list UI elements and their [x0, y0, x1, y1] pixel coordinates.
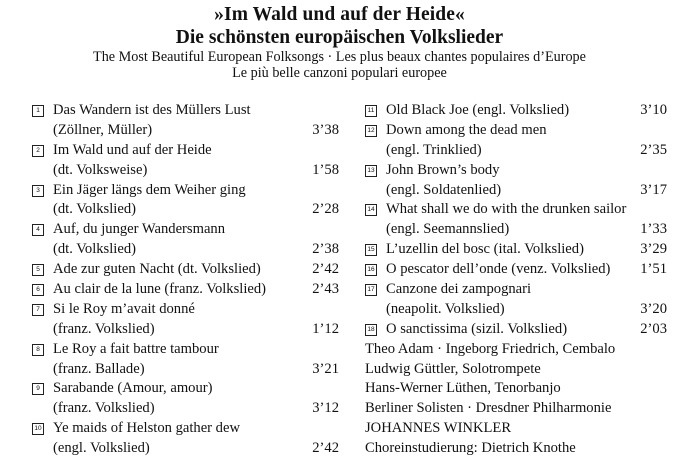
- track-number: 11: [365, 105, 377, 117]
- track-title: Auf, du junger Wandersmann: [53, 221, 226, 238]
- track-row: [365, 200, 667, 220]
- track-number: 4: [32, 224, 44, 236]
- track-title: Ein Jäger längs dem Weiher ging: [53, 181, 246, 198]
- track-duration: 2’38: [312, 241, 339, 258]
- track-origin: (dt. Volkslied): [53, 241, 136, 258]
- translation-line-1: The Most Beautiful European Folksongs · Les plus beaux chantes populaires d’Europe: [93, 49, 586, 65]
- credit-text: Choreinstudierung: Dietrich Knothe: [365, 440, 576, 457]
- track-origin: (franz. Volkslied): [53, 400, 155, 417]
- track-number: 10: [32, 423, 44, 435]
- album-title: »Im Wald und auf der Heide«: [214, 4, 465, 25]
- track-number: 18: [365, 324, 377, 336]
- track-subtitle-row: [32, 439, 339, 459]
- track-duration: 2’03: [640, 320, 667, 337]
- track-origin: (franz. Volkslied): [53, 320, 155, 337]
- track-number: 1: [32, 105, 44, 117]
- track-number: 13: [365, 165, 377, 177]
- track-origin: (engl. Trinklied): [386, 141, 482, 158]
- track-row: [32, 181, 339, 201]
- track-number: 3: [32, 185, 44, 197]
- credit-text: Ludwig Güttler, Solotrompete: [365, 360, 541, 377]
- track-title: Canzone dei zampognari: [386, 281, 532, 298]
- track-duration: 1’51: [640, 261, 667, 278]
- track-duration: 1’58: [312, 161, 339, 178]
- track-subtitle-row: [365, 300, 667, 320]
- track-number: 9: [32, 383, 44, 395]
- credit-line: [365, 340, 667, 360]
- track-title: L’uzellin del bosc (ital. Volkslied): [386, 241, 584, 258]
- track-subtitle-row: [32, 240, 339, 260]
- track-subtitle-row: [32, 320, 339, 340]
- album-subtitle: Die schönsten europäischen Volkslieder: [175, 27, 504, 48]
- track-number: 17: [365, 284, 377, 296]
- track-duration: 3’10: [640, 102, 667, 118]
- track-title: What shall we do with the drunken sailor: [386, 201, 627, 218]
- track-duration: 3’29: [640, 241, 667, 258]
- track-title: John Brown’s body: [386, 161, 500, 178]
- header: [0, 4, 679, 81]
- track-number: 6: [32, 284, 44, 296]
- track-origin: (engl. Volkslied): [53, 440, 150, 457]
- track-row: [32, 260, 339, 280]
- tracklist-left: [32, 101, 339, 459]
- track-row: [365, 320, 667, 340]
- track-title: Si le Roy m’avait donné: [53, 300, 195, 317]
- track-number: 2: [32, 145, 44, 157]
- track-duration: 2’42: [312, 440, 339, 457]
- track-duration: 2’28: [312, 201, 339, 218]
- track-duration: 3’12: [312, 400, 339, 417]
- track-duration: 2’35: [640, 141, 667, 158]
- track-duration: 3’20: [640, 300, 667, 317]
- track-origin: (engl. Soldatenlied): [386, 181, 502, 198]
- tracklist-right: [365, 101, 667, 459]
- track-number: 15: [365, 244, 377, 256]
- track-number: 5: [32, 264, 44, 276]
- track-row: [32, 300, 339, 320]
- track-row: [32, 419, 339, 439]
- track-row: [32, 220, 339, 240]
- track-number: 8: [32, 344, 44, 356]
- track-number: 14: [365, 204, 377, 216]
- track-row: [32, 141, 339, 161]
- track-origin: (neapolit. Volkslied): [386, 300, 505, 317]
- track-origin: (Zöllner, Müller): [53, 121, 153, 138]
- track-title: Ade zur guten Nacht (dt. Volkslied): [53, 261, 261, 278]
- track-origin: (dt. Volkslied): [53, 201, 136, 218]
- track-row: [365, 240, 667, 260]
- track-title: Old Black Joe (engl. Volkslied): [386, 102, 570, 118]
- track-title: Down among the dead men: [386, 121, 547, 138]
- credit-text: Theo Adam · Ingeborg Friedrich, Cembalo: [365, 340, 616, 357]
- track-subtitle-row: [32, 399, 339, 419]
- track-row: [32, 379, 339, 399]
- track-duration: 2’42: [312, 261, 339, 278]
- credit-line: [365, 399, 667, 419]
- track-title: Le Roy a fait battre tambour: [53, 340, 219, 357]
- track-subtitle-row: [32, 360, 339, 380]
- track-subtitle-row: [365, 141, 667, 161]
- track-title: O sanctissima (sizil. Volkslied): [386, 320, 568, 337]
- track-row: [365, 260, 667, 280]
- track-title: Im Wald und auf der Heide: [53, 141, 212, 158]
- track-origin: (franz. Ballade): [53, 360, 145, 377]
- translation-line-2: Le più belle canzoni populari europee: [232, 65, 447, 81]
- credit-text: Berliner Solisten · Dresdner Philharmonie: [365, 400, 612, 417]
- track-title: Sarabande (Amour, amour): [53, 380, 213, 397]
- track-number: 12: [365, 125, 377, 137]
- track-duration: 1’12: [312, 320, 339, 337]
- track-row: [32, 280, 339, 300]
- credit-line: [365, 419, 667, 439]
- track-row: [32, 101, 339, 121]
- track-row: [32, 340, 339, 360]
- track-origin: (engl. Seemannslied): [386, 221, 510, 238]
- track-duration: 3’17: [640, 181, 667, 198]
- credit-line: [365, 360, 667, 380]
- track-duration: 3’21: [312, 360, 339, 377]
- track-subtitle-row: [365, 220, 667, 240]
- track-row: [365, 101, 667, 121]
- track-number: 16: [365, 264, 377, 276]
- credit-text: Hans-Werner Lüthen, Tenorbanjo: [365, 380, 561, 397]
- track-subtitle-row: [32, 200, 339, 220]
- track-origin: (dt. Volksweise): [53, 161, 148, 178]
- track-subtitle-row: [365, 181, 667, 201]
- credit-line: [365, 439, 667, 459]
- track-title: Au clair de la lune (franz. Volkslied): [53, 281, 267, 298]
- track-duration: 2’43: [312, 281, 339, 298]
- track-row: [365, 280, 667, 300]
- credit-text: JOHANNES WINKLER: [365, 420, 512, 437]
- track-title: Das Wandern ist des Müllers Lust: [53, 102, 251, 118]
- track-subtitle-row: [32, 161, 339, 181]
- track-row: [365, 121, 667, 141]
- track-title: Ye maids of Helston gather dew: [53, 420, 240, 437]
- track-number: 7: [32, 304, 44, 316]
- track-duration: 1’33: [640, 221, 667, 238]
- track-title: O pescator dell’onde (venz. Volkslied): [386, 261, 611, 278]
- credit-line: [365, 379, 667, 399]
- track-duration: 3’38: [312, 121, 339, 138]
- track-row: [365, 161, 667, 181]
- track-subtitle-row: [32, 121, 339, 141]
